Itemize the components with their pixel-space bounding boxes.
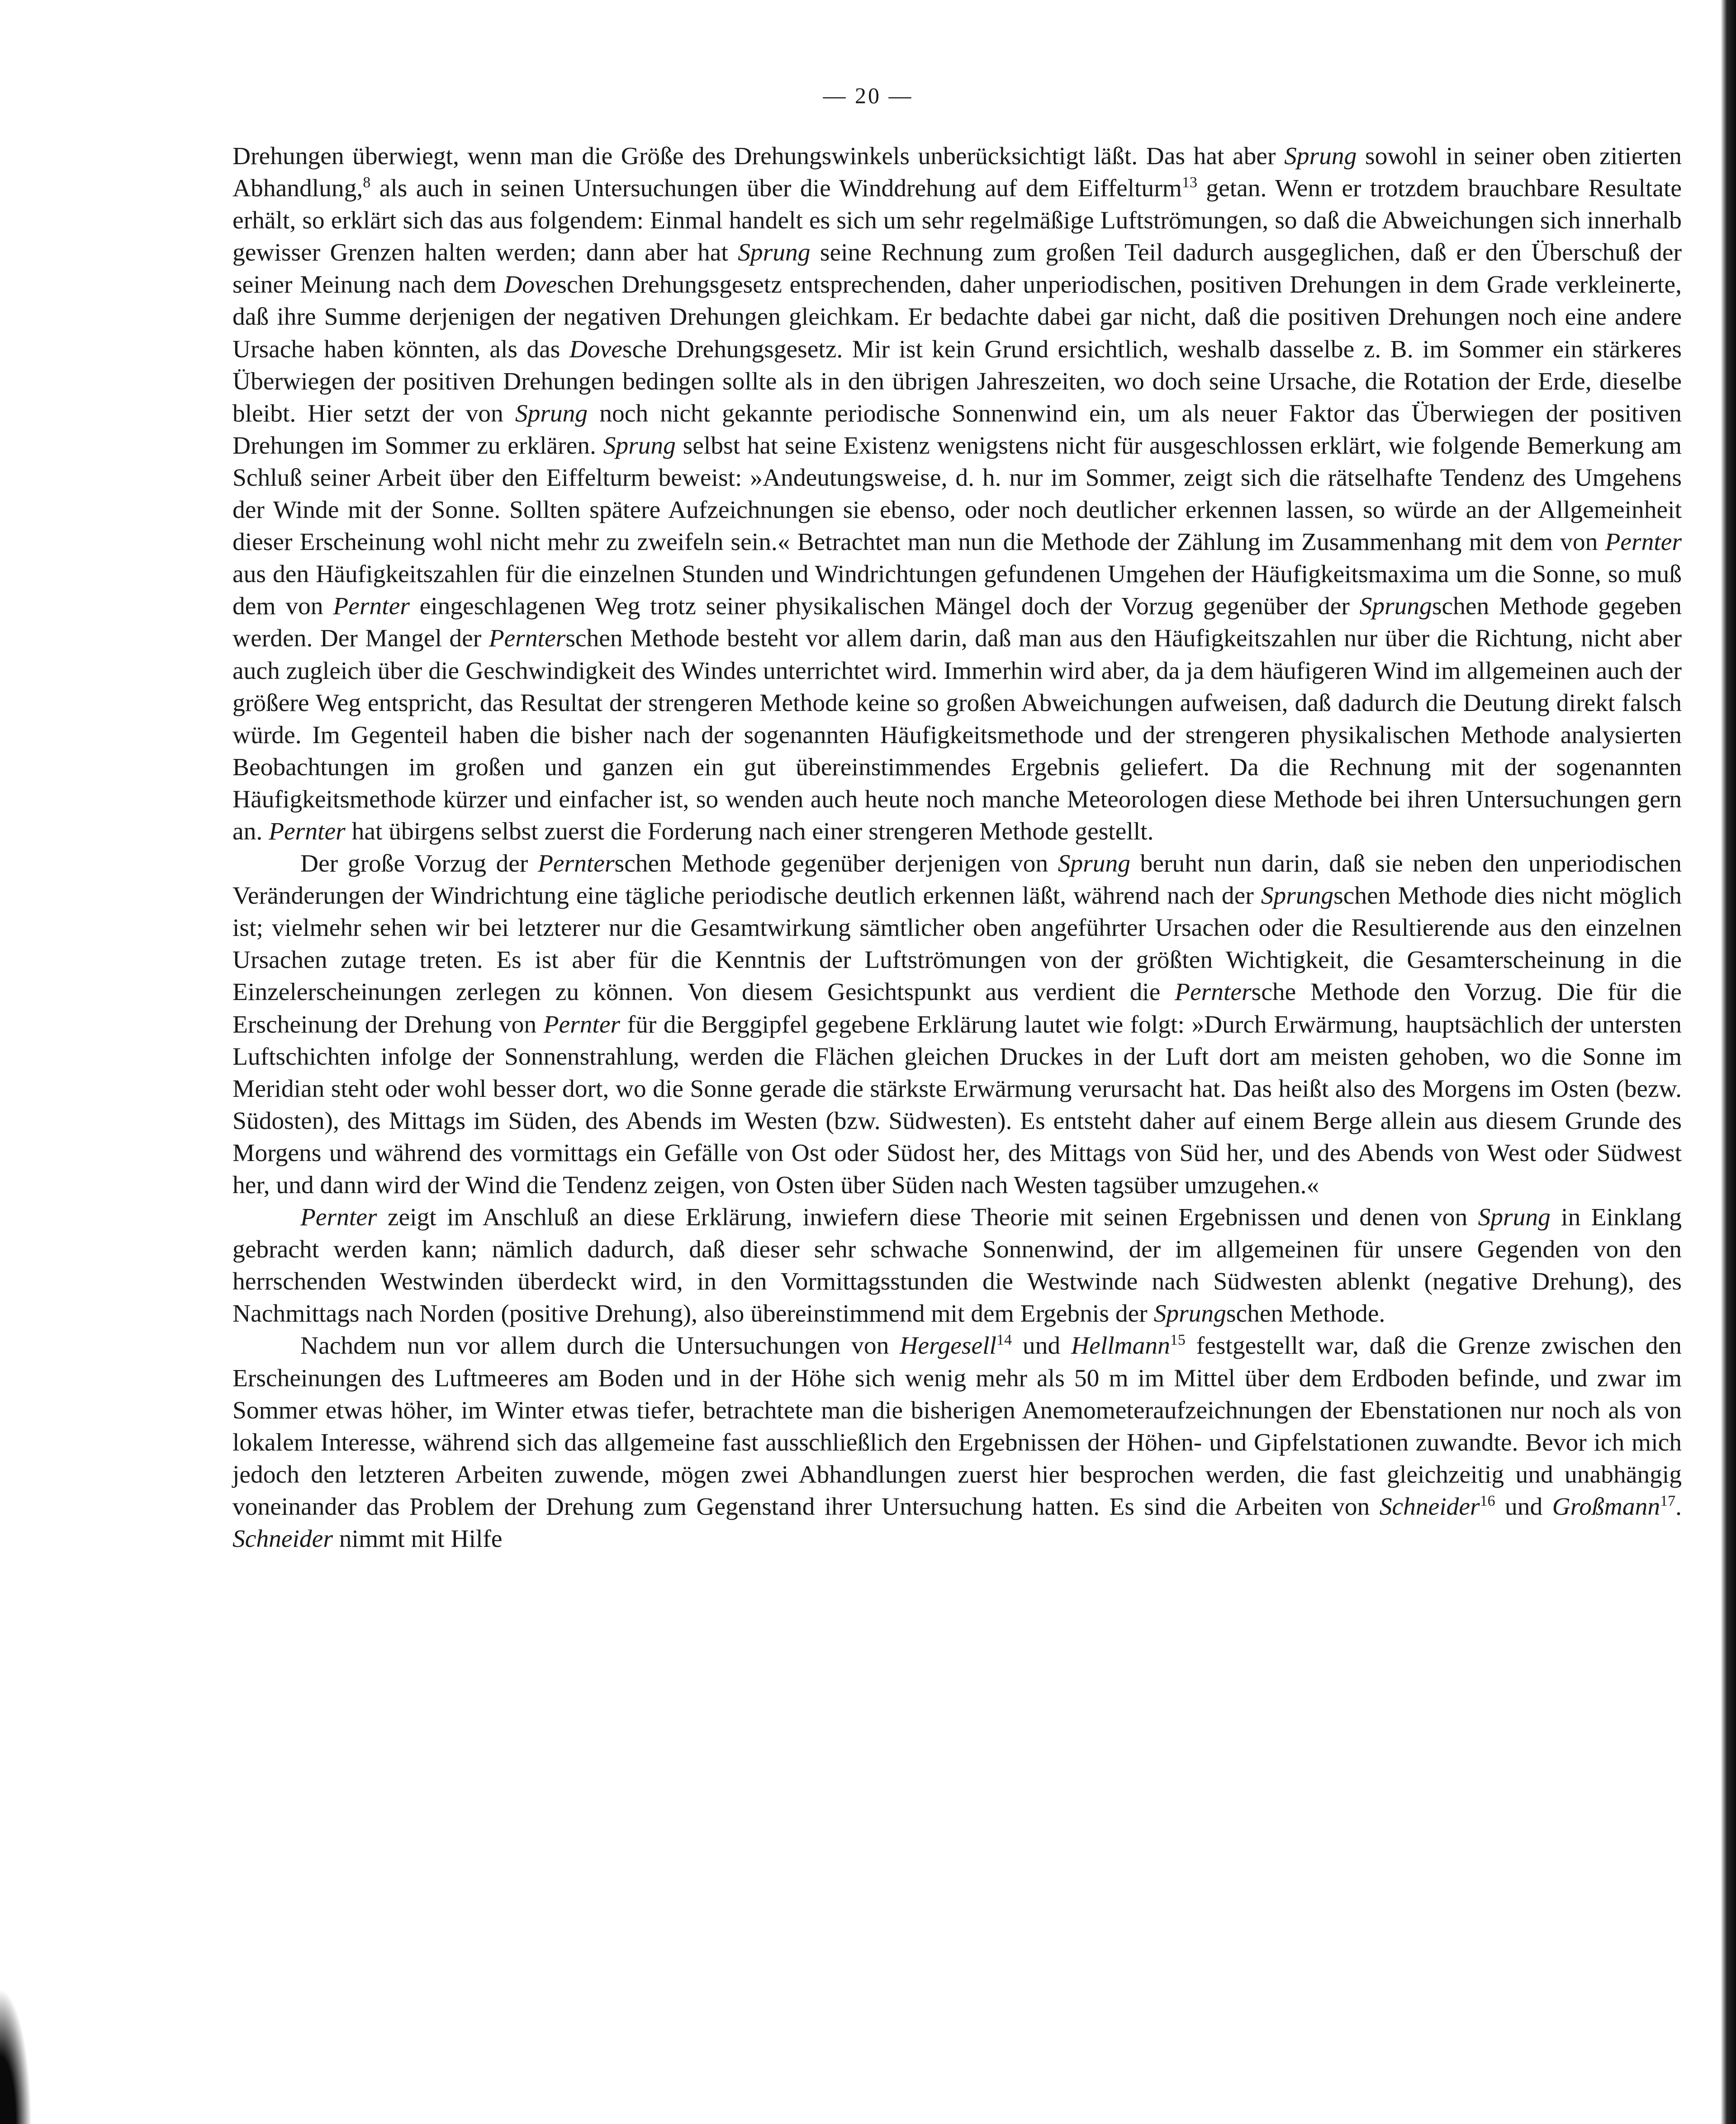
text-run: schen Methode. [1226, 1300, 1385, 1328]
paragraph [232, 140, 1682, 848]
text-run: als auch in seinen Untersuchungen über die Winddrehung auf dem Eiffelturm [370, 175, 1182, 203]
text-run: schen Methode gegenüber derjenigen von [614, 850, 1058, 878]
author-name: Dove [504, 271, 557, 299]
author-name: Pernter [543, 1010, 621, 1038]
body-text [232, 140, 1682, 1555]
text-run: zeigt im Anschluß an diese Erklärung, inwiefern diese Theorie mit seinen Ergebnissen und denen von [377, 1204, 1478, 1232]
author-name: Sprung [515, 399, 588, 427]
scan-edge-right [1721, 0, 1736, 2124]
author-name: Pernter [269, 817, 346, 845]
text-run: nimmt mit Hilfe [332, 1525, 503, 1553]
text-run: selbst hat seine Existenz wenigstens nicht für ausgeschlossen erklärt, wie folgende Bemerkung am Schluß seiner Arbeit über den Eiffelturm beweist: »Andeutungsweise, d. h. nur im Sommer, zeigt sich die rätselhafte Tendenz des Umgehens der Winde mit der Sonne. Sollten spätere Aufzeichnungen sie ebenso, oder noch deutlicher erkennen lassen, so würde an der Allgemeinheit dieser Erscheinung wohl nicht mehr zu zweifeln sein.« Betrachtet man nun die Methode der Zählung im Zusammenhang mit dem von [232, 431, 1682, 556]
text-run: hat übirgens selbst zuerst die Forderung nach einer strengeren Methode gestellt. [345, 817, 1154, 845]
author-name: Pernter [1175, 978, 1252, 1006]
author-name: Schneider [232, 1525, 333, 1553]
text-run: aus den Häufigkeitszahlen für die einzelnen Stunden und Windrichtungen gefundenen Umgehen der Häufigkeitsmaxima um die Sonne, so muß dem von [232, 560, 1682, 621]
author-name: Sprung [1478, 1204, 1551, 1232]
author-name: Sprung [1261, 882, 1334, 910]
text-run: eingeschlagenen Weg trotz seiner physikalischen Mängel doch der Vorzug gegenüber der [409, 593, 1360, 621]
text-run: schen Drehungsgesetz entsprechenden, daher unperiodischen, positiven Drehungen in dem Grade verkleinerte, daß ihre Summe derjenigen der negativen Drehungen gleichkam. Er bedachte dabei gar nicht, daß die positiven Drehungen noch eine andere Ursache haben könnten, als das [232, 271, 1682, 363]
author-name: Pernter [300, 1204, 377, 1232]
text-run: in Einklang gebracht werden kann; nämlich dadurch, daß dieser sehr schwache Sonnenwind, der im allgemeinen für unsere Gegenden von den herrschenden Westwinden überdeckt wird, in den Vormittagsstunden die Westwinde nach Südwesten ablenkt (negative Drehung), des Nachmittags nach Norden (positive Drehung), also übereinstimmend mit dem Ergebnis der [232, 1204, 1682, 1328]
author-name: Hellmann [1071, 1332, 1170, 1360]
author-name: Hergesell [900, 1332, 996, 1360]
footnote-ref: 14 [996, 1332, 1012, 1349]
author-name: Pernter [538, 850, 615, 878]
footnote-ref: 16 [1480, 1492, 1495, 1509]
text-run: sowohl in seiner oben zitierten Abhandlung, [232, 142, 1682, 203]
page-number: — 20 — [823, 83, 913, 108]
author-name: Pernter [489, 625, 566, 653]
text-run: noch nicht gekannte periodische Sonnenwind ein, um als neuer Faktor das Überwiegen der positiven Drehungen im Sommer zu erklären. [232, 399, 1682, 460]
author-name: Sprung [603, 431, 676, 460]
text-run: und [1495, 1493, 1552, 1521]
author-name: Sprung [1359, 593, 1432, 621]
text-run: seine Rechnung zum großen Teil dadurch ausgeglichen, daß er den Überschuß der seiner Meinung nach dem [232, 239, 1682, 299]
text-run: schen Methode besteht vor allem darin, daß man aus den Häufigkeitszahlen nur über die Richtung, nicht aber auch zugleich über die Geschwindigkeit des Windes unterrichtet wird. Immerhin wird aber, da ja dem häufigeren Wind im allgemeinen auch der größere Weg entspricht, das Resultat der strengeren Methode keine so großen Abweichungen aufweisen, daß dadurch die Deutung direkt falsch würde. Im Gegenteil haben die bisher nach der sogenannten Häufigkeitsmethode und der strengeren physikalischen Methode analysierten Beobachtungen im großen und ganzen ein gut übereinstimmendes Ergebnis geliefert. Da die Rechnung mit der sogenannten Häufigkeitsmethode kürzer und einfacher ist, so wenden auch heute noch manche Meteorologen diese Methode bei ihren Untersuchungen gern an. [232, 625, 1682, 845]
author-name: Sprung [1284, 142, 1357, 170]
text-run: festgestellt war, daß die Grenze zwischen den Erscheinungen des Luftmeeres am Boden und in der Höhe sich wenig mehr als 50 m im Mittel über dem Erdboden befinde, und zwar im Sommer etwas höher, im Winter etwas tiefer, betrachtete man die bisherigen Anemometeraufzeichnungen der Ebenstationen nur noch als von lokalem Interesse, während sich das allgemeine fast ausschließlich den Ergebnissen der Höhen- und Gipfelstationen zuwandte. Bevor ich mich jedoch den letzteren Arbeiten zuwende, mögen zwei Abhandlungen zuerst hier besprochen werden, die fast gleichzeitig und unabhängig voneinander das Problem der Drehung zum Gegenstand ihrer Untersuchung hatten. Es sind die Arbeiten von [232, 1332, 1682, 1521]
text-run: und [1011, 1332, 1071, 1360]
text-run: schen Methode gegeben werden. Der Mangel der [232, 593, 1682, 653]
footnote-ref: 8 [363, 174, 371, 191]
paragraph [232, 848, 1682, 1201]
author-name: Schneider [1379, 1493, 1480, 1521]
text-run: Drehungen überwiegt, wenn man die Größe des Drehungswinkels unberücksichtigt läßt. Das hat aber [232, 142, 1285, 170]
author-name: Sprung [1153, 1300, 1226, 1328]
text-run: schen Methode dies nicht möglich ist; vielmehr sehen wir bei letzterer nur die Gesamtwirkung sämtlicher oben angeführter Ursachen oder die Resultierende aus den einzelnen Ursachen zutage treten. Es ist aber für die Kenntnis der Luftströmungen von der größten Wichtigkeit, die Gesamterscheinung in die Einzelerscheinungen zerlegen zu können. Von diesem Gesichtspunkt aus verdient die [232, 882, 1682, 1006]
author-name: Sprung [1058, 850, 1131, 878]
text-run: sche Drehungsgesetz. Mir ist kein Grund ersichtlich, weshalb dasselbe z. B. im Sommer ein stärkeres Überwiegen der positiven Drehungen bedingen sollte als in den übrigen Jahreszeiten, wo doch seine Ursache, die Rotation der Erde, dieselbe bleibt. Hier setzt der von [232, 335, 1682, 427]
footnote-ref: 17 [1660, 1492, 1676, 1509]
text-run: sche Methode den Vorzug. Die für die Erscheinung der Drehung von [232, 978, 1682, 1038]
footnote-ref: 15 [1170, 1332, 1186, 1349]
author-name: Großmann [1552, 1493, 1660, 1521]
scan-edge-left [0, 1988, 32, 2124]
text-run: . [1675, 1493, 1682, 1521]
text-run: beruht nun darin, daß sie neben den unperiodischen Veränderungen der Windrichtung eine tägliche periodische deutlich erkennen läßt, während nach der [232, 850, 1682, 910]
paragraph [232, 1330, 1682, 1555]
text-run: Der große Vorzug der [300, 850, 538, 878]
author-name: Sprung [738, 239, 811, 267]
author-name: Pernter [1605, 528, 1682, 556]
text-run: für die Berggipfel gegebene Erklärung lautet wie folgt: »Durch Erwärmung, hauptsächlich der untersten Luftschichten infolge der Sonnenstrahlung, werden die Flächen gleichen Druckes in der Luft dort am meisten gehoben, wo die Sonne im Meridian steht oder wohl besser dort, wo die Sonne gerade die stärkste Erwärmung verursacht hat. Das heißt also des Morgens im Osten (bezw. Südosten), des Mittags im Süden, des Abends im Westen (bzw. Südwesten). Es entsteht daher auf einem Berge allein aus diesem Grunde des Morgens und während des vormittags ein Gefälle von Ost oder Südost her, des Mittags von Süd her, und des Abends von West oder Südwest her, und dann wird der Wind die Tendenz zeigen, von Osten über Süden nach Westen tagsüber umzugehen.« [232, 1010, 1682, 1199]
paragraph [232, 1201, 1682, 1330]
footnote-ref: 13 [1181, 174, 1197, 191]
author-name: Dove [569, 335, 622, 363]
text-run: getan. Wenn er trotzdem brauchbare Resultate erhält, so erklärt sich das aus folgendem: Einmal handelt es sich um sehr regelmäßige Luftströmungen, so daß die Abweichungen sich innerhalb gewisser Grenzen halten werden; dann aber hat [232, 175, 1682, 267]
text-run: Nachdem nun vor allem durch die Untersuchungen von [300, 1332, 900, 1360]
author-name: Pernter [333, 593, 410, 621]
